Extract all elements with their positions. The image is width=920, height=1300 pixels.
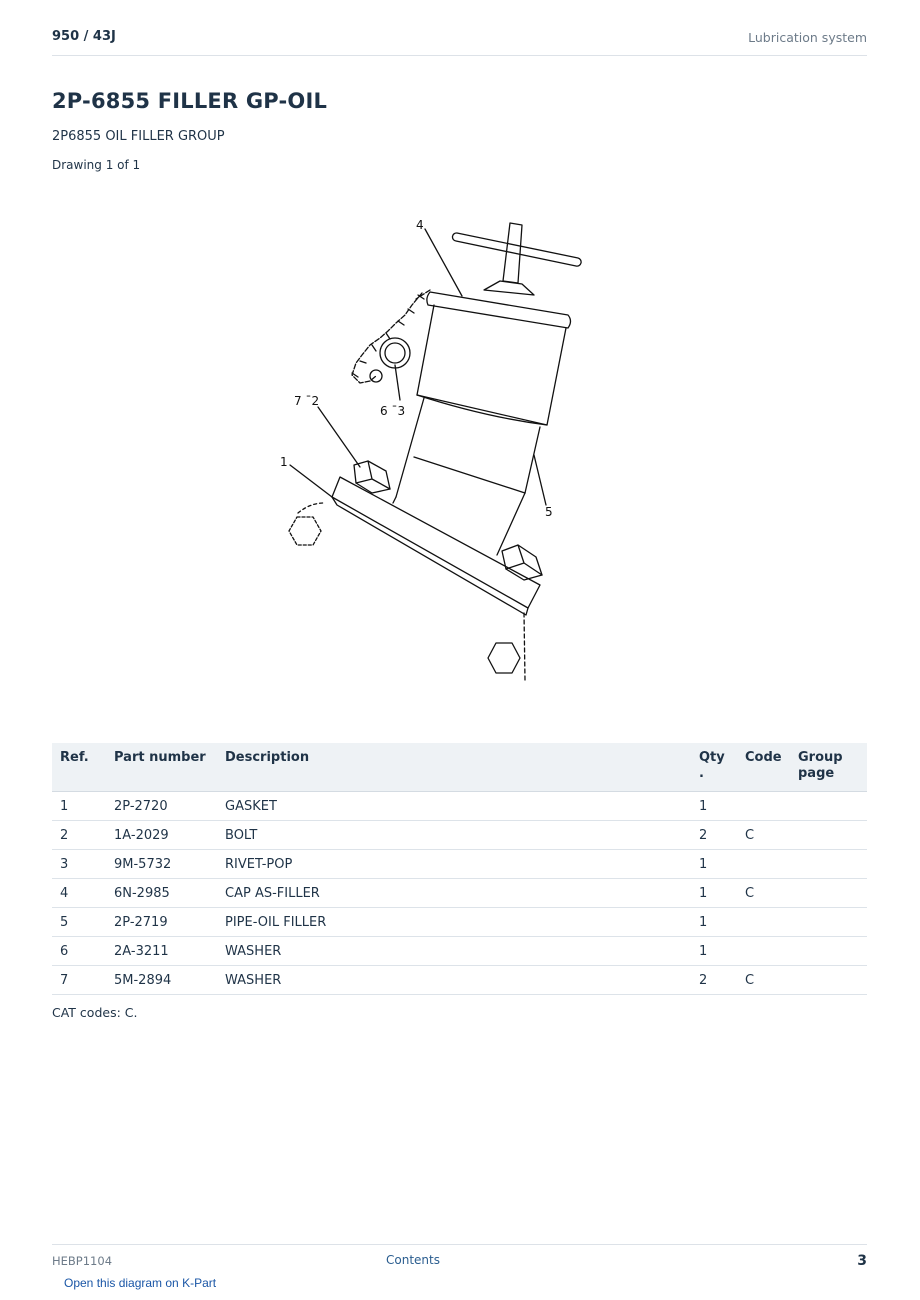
page-footer bbox=[52, 1244, 867, 1275]
leader-5 bbox=[534, 455, 546, 505]
table-row bbox=[52, 850, 867, 879]
cell-description: WASHER bbox=[217, 966, 691, 995]
pipe-lower-right bbox=[497, 493, 525, 555]
cell-description: WASHER bbox=[217, 937, 691, 966]
col-code: Code bbox=[737, 743, 790, 792]
cell-description: GASKET bbox=[217, 792, 691, 821]
cell-qty: 2 bbox=[691, 966, 737, 995]
cell-code bbox=[737, 937, 790, 966]
callout-4: 4 bbox=[416, 218, 424, 232]
cell-code bbox=[737, 850, 790, 879]
cell-part-number: 6N-2985 bbox=[106, 879, 217, 908]
cell-group-page bbox=[790, 966, 867, 995]
col-part-number: Part number bbox=[106, 743, 217, 792]
cat-codes-note: CAT codes: C. bbox=[52, 1005, 138, 1020]
cell-ref: 2 bbox=[52, 821, 106, 850]
table-row bbox=[52, 821, 867, 850]
leader-63 bbox=[395, 365, 400, 400]
col-group-page: Group page bbox=[790, 743, 867, 792]
table-row bbox=[52, 879, 867, 908]
table-row bbox=[52, 792, 867, 821]
callout-7-2: 7 ¯2 bbox=[294, 394, 320, 408]
cell-code: C bbox=[737, 821, 790, 850]
table-header-row bbox=[52, 743, 867, 792]
chain bbox=[352, 290, 430, 383]
cell-code: C bbox=[737, 879, 790, 908]
ghost-nut-bottom bbox=[488, 643, 520, 673]
contents-link[interactable]: Contents bbox=[386, 1253, 440, 1267]
cell-part-number: 1A-2029 bbox=[106, 821, 217, 850]
cell-part-number: 5M-2894 bbox=[106, 966, 217, 995]
leader-4 bbox=[425, 229, 462, 296]
leader-72 bbox=[318, 407, 360, 467]
cap-body bbox=[417, 305, 566, 425]
cell-qty: 1 bbox=[691, 937, 737, 966]
cell-qty: 1 bbox=[691, 908, 737, 937]
cell-code bbox=[737, 908, 790, 937]
section-label: Lubrication system bbox=[748, 30, 867, 45]
cell-part-number: 9M-5732 bbox=[106, 850, 217, 879]
parts-table bbox=[52, 743, 867, 995]
cell-description: BOLT bbox=[217, 821, 691, 850]
table-row bbox=[52, 908, 867, 937]
cell-description: PIPE-OIL FILLER bbox=[217, 908, 691, 937]
cell-part-number: 2P-2720 bbox=[106, 792, 217, 821]
col-ref: Ref. bbox=[52, 743, 106, 792]
cell-part-number: 2P-2719 bbox=[106, 908, 217, 937]
col-description: Description bbox=[217, 743, 691, 792]
cell-ref: 5 bbox=[52, 908, 106, 937]
cell-description: RIVET-POP bbox=[217, 850, 691, 879]
cell-qty: 1 bbox=[691, 792, 737, 821]
callout-1: 1 bbox=[280, 455, 288, 469]
page-subtitle: 2P6855 OIL FILLER GROUP bbox=[52, 129, 225, 144]
cell-group-page bbox=[790, 850, 867, 879]
cell-code: C bbox=[737, 966, 790, 995]
cell-group-page bbox=[790, 792, 867, 821]
cell-ref: 1 bbox=[52, 792, 106, 821]
cell-code bbox=[737, 792, 790, 821]
pipe-lower-left bbox=[393, 497, 396, 503]
cell-qty: 1 bbox=[691, 850, 737, 879]
leader-1 bbox=[290, 465, 332, 497]
table-row bbox=[52, 937, 867, 966]
cell-qty: 1 bbox=[691, 879, 737, 908]
cell-ref: 6 bbox=[52, 937, 106, 966]
t-handle-bar bbox=[452, 233, 581, 266]
pipe-upper-right bbox=[525, 427, 540, 493]
parts-diagram bbox=[200, 195, 700, 705]
page-title: 2P-6855 FILLER GP-OIL bbox=[52, 89, 328, 113]
callout-5: 5 bbox=[545, 505, 553, 519]
cap-knob bbox=[484, 281, 534, 295]
document-id: HEBP1104 bbox=[52, 1254, 113, 1268]
ghost-nut-left bbox=[289, 517, 321, 545]
page-number: 3 bbox=[857, 1253, 867, 1269]
cell-group-page bbox=[790, 937, 867, 966]
base-flange bbox=[332, 477, 540, 608]
col-qty: Qty . bbox=[691, 743, 737, 792]
cell-ref: 4 bbox=[52, 879, 106, 908]
open-kpart-link[interactable]: Open this diagram on K-Part bbox=[64, 1276, 217, 1290]
drawing-count: Drawing 1 of 1 bbox=[52, 158, 141, 172]
cell-qty: 2 bbox=[691, 821, 737, 850]
cell-group-page bbox=[790, 879, 867, 908]
cell-group-page bbox=[790, 821, 867, 850]
callout-6-3: 6 ¯3 bbox=[380, 404, 406, 418]
cell-group-page bbox=[790, 908, 867, 937]
cell-description: CAP AS-FILLER bbox=[217, 879, 691, 908]
page-header bbox=[52, 28, 867, 56]
cell-part-number: 2A-3211 bbox=[106, 937, 217, 966]
cell-ref: 3 bbox=[52, 850, 106, 879]
cell-ref: 7 bbox=[52, 966, 106, 995]
base-flange-edge bbox=[332, 497, 528, 615]
model-label: 950 / 43J bbox=[52, 29, 116, 44]
pipe-band bbox=[414, 457, 525, 493]
table-row bbox=[52, 966, 867, 995]
cap-flange bbox=[427, 292, 571, 328]
